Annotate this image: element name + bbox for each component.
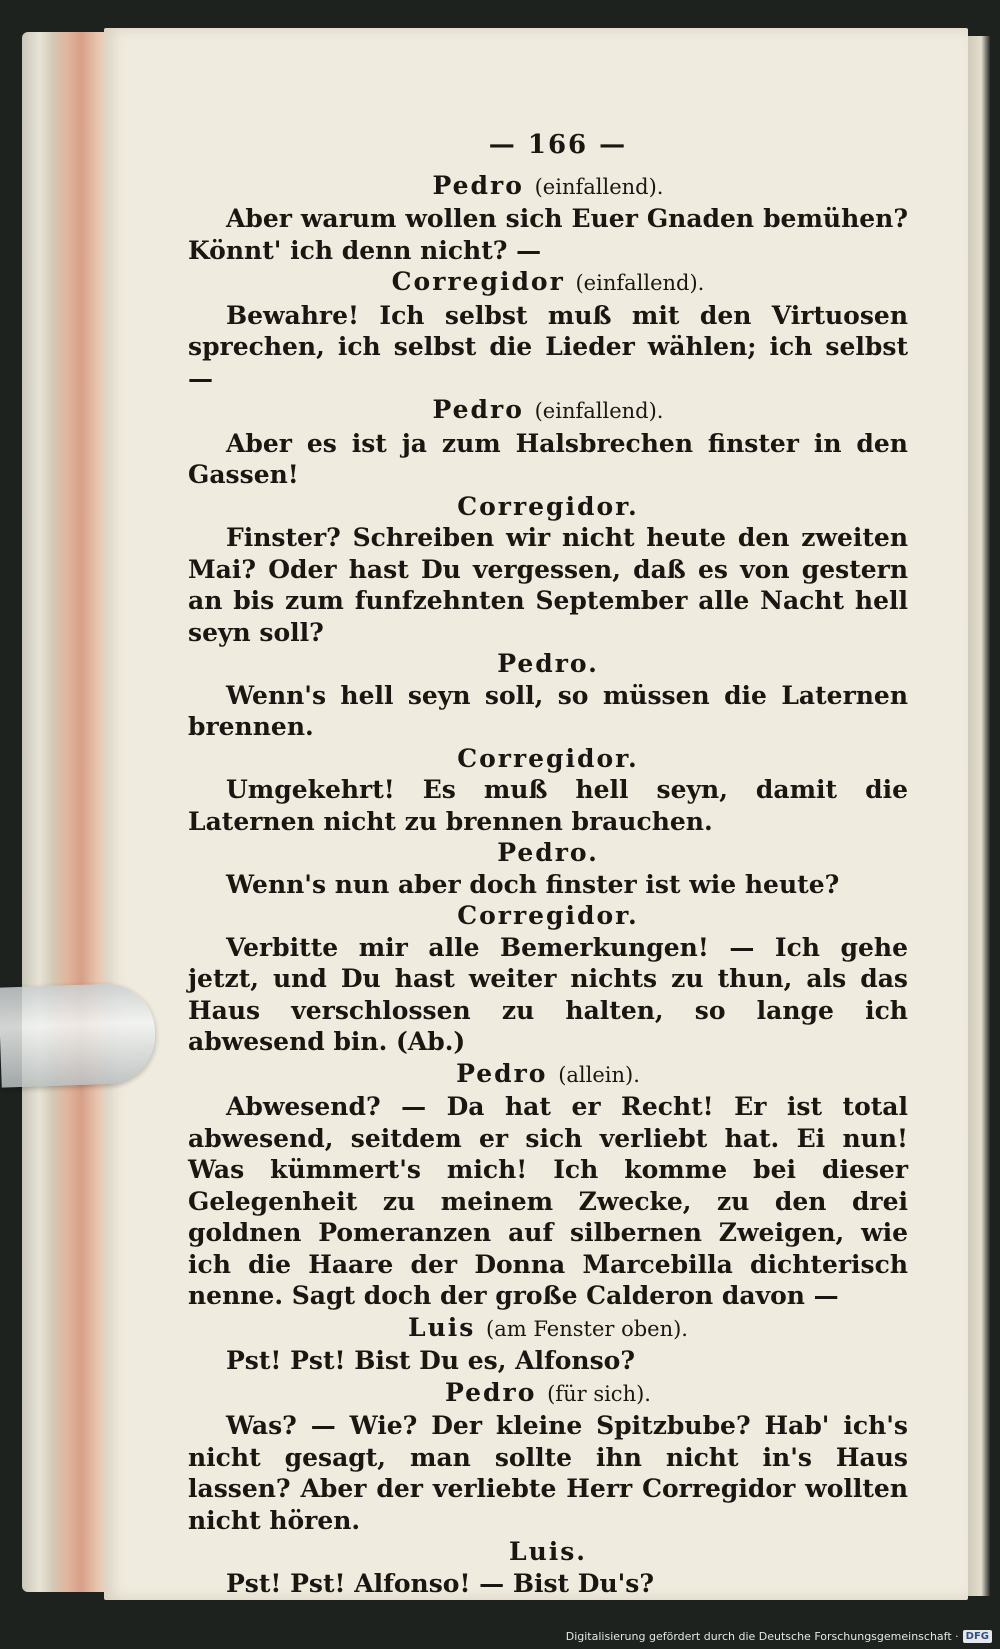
footer-credit — [566, 1630, 992, 1643]
speaker-heading — [188, 648, 908, 680]
stage-direction: (einfallend). — [575, 271, 705, 295]
speaker-heading — [188, 491, 908, 523]
dialogue-line: Wenn's hell seyn soll, so müssen die Laternen brennen. — [188, 680, 908, 741]
speaker-name: Corregidor — [391, 267, 565, 296]
speaker-heading — [188, 1058, 908, 1092]
speaker-heading — [188, 266, 908, 300]
footer-credit-text: Digitalisierung gefördert durch die Deutsche Forschungsgemeinschaft · — [565, 1630, 959, 1643]
speaker-name: Corregidor. — [457, 743, 639, 773]
speaker-heading — [188, 1536, 908, 1568]
stage-direction: (allein). — [558, 1062, 640, 1087]
speaker-name: Pedro — [456, 1058, 548, 1088]
speaker-name: Pedro. — [497, 649, 599, 678]
dialogue-line: Verbitte mir alle Bemerkungen! — Ich gehe jetzt, und Du hast weiter nichts zu thun, als das Haus verschlossen zu halten, so lange ich abwesend bin. (Ab.) — [188, 932, 908, 1056]
speaker-name: Pedro — [432, 395, 524, 424]
stage-direction: (für sich). — [547, 1381, 651, 1406]
stage-direction: (einfallend). — [534, 399, 664, 423]
speaker-name: Luis — [408, 1312, 476, 1342]
speaker-heading — [188, 900, 908, 932]
dialogue-line: Finster? Schreiben wir nicht heute den zweiten Mai? Oder hast Du vergessen, daß es von gestern an bis zum funfzehnten September alle Nacht hell seyn soll? — [188, 523, 908, 647]
speaker-name: Luis. — [508, 1537, 588, 1566]
speaker-name: Pedro. — [497, 838, 599, 867]
dialogue-line: Bewahre! Ich selbst muß mit den Virtuosen sprechen, ich selbst die Lieder wählen; ich selbst — — [188, 300, 908, 393]
dialogue-line: Umgekehrt! Es muß hell seyn, damit die Laternen nicht zu brennen brauchen. — [188, 775, 908, 836]
dialogue-line: Wenn's nun aber doch finster ist wie heute? — [226, 869, 840, 899]
dialogue-line: Abwesend? — Da hat er Recht! Er ist total abwesend, seitdem er sich verliebt hat. Ei nun! Was kümmert's mich! Ich komme bei dieser Gelegenheit zu meinem Zwecke, zu den drei goldnen Pomeranzen auf silbernen Zweigen, wie ich die Haare der Donna Marcebilla dichterisch nenne. Sagt doch der große Calderon davon — — [188, 1092, 908, 1310]
speaker-name: Corregidor. — [457, 491, 639, 521]
dialogue-body — [188, 170, 908, 1600]
stage-direction: (am Fenster oben). — [486, 1316, 688, 1341]
dialogue-line: Pst! Pst! Alfonso! — Bist Du's? — [226, 1568, 655, 1598]
dialogue-line: Was? — Wie? Der kleine Spitzbube? Hab' ich's nicht gesagt, man sollte ihn nicht in's Haus lassen? Aber der verliebte Herr Corregidor wollten nicht hören. — [188, 1411, 908, 1535]
speaker-heading — [188, 837, 908, 869]
speaker-heading — [188, 743, 908, 775]
speaker-name: Corregidor. — [457, 901, 639, 930]
dialogue-line: Pst! Pst! Bist Du es, Alfonso? — [226, 1346, 635, 1375]
speaker-heading — [188, 394, 908, 428]
page-text — [188, 130, 908, 1599]
speaker-name: Pedro — [432, 170, 524, 200]
speaker-heading — [188, 1377, 908, 1411]
dialogue-line: Aber es ist ja zum Halsbrechen finster in den Gassen! — [188, 428, 908, 489]
speaker-heading — [188, 1312, 908, 1346]
dialogue-line: Aber warum wollen sich Euer Gnaden bemühen? Könnt' ich denn nicht? — — [188, 204, 908, 265]
speaker-name: Pedro — [445, 1377, 537, 1407]
page-number: — 166 — — [488, 130, 628, 160]
speaker-heading — [188, 170, 908, 204]
dfg-logo: DFG — [963, 1630, 992, 1643]
bookmark-clip — [0, 982, 157, 1087]
page-right-edge — [968, 36, 990, 1596]
stage-direction: (einfallend). — [534, 174, 664, 199]
